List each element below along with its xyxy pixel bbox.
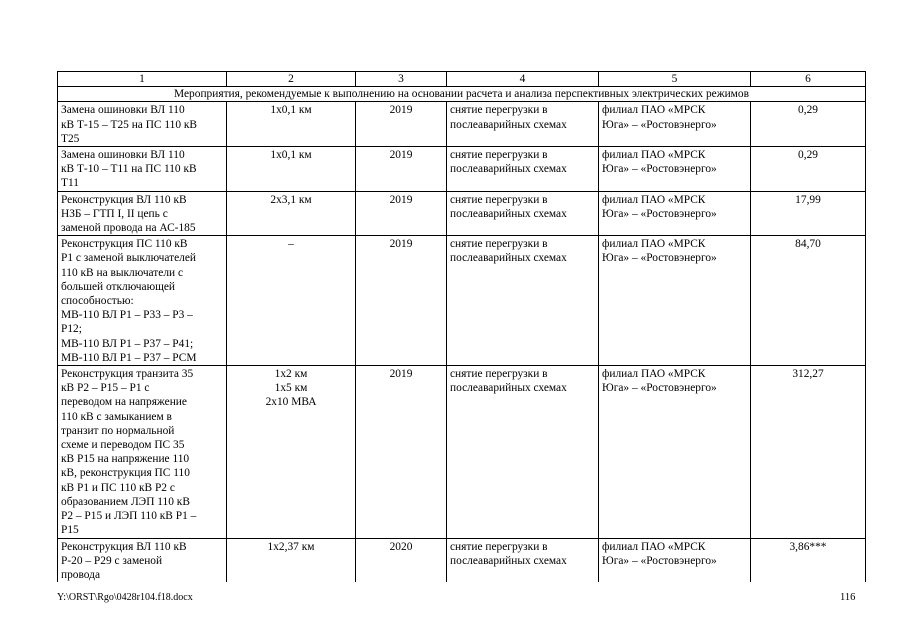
measure-cell-line: провода bbox=[61, 568, 101, 581]
measure-cell-line: большей отключающей bbox=[61, 280, 176, 293]
purpose-cell bbox=[447, 538, 599, 582]
length-cell-line: 1х2,37 км bbox=[267, 540, 315, 553]
purpose-cell-line: снятие перегрузки в bbox=[450, 193, 548, 206]
table-row bbox=[58, 147, 866, 192]
column-number: 5 bbox=[599, 72, 751, 87]
length-cell-line: 2х10 МВА bbox=[265, 396, 317, 409]
cost-cell: 312,27 bbox=[751, 366, 866, 538]
purpose-cell-line: снятие перегрузки в bbox=[450, 368, 548, 381]
responsible-cell-line: филиал ПАО «МРСК bbox=[602, 540, 706, 553]
table-row bbox=[58, 538, 866, 582]
responsible-cell bbox=[599, 102, 751, 147]
column-number: 1 bbox=[58, 72, 227, 87]
year-cell: 2019 bbox=[356, 147, 447, 192]
year-cell: 2019 bbox=[356, 102, 447, 147]
responsible-cell bbox=[599, 191, 751, 236]
length-cell bbox=[227, 236, 356, 366]
measure-cell-line: способностью: bbox=[61, 295, 134, 308]
purpose-cell-line: послеаварийных схемах bbox=[450, 382, 567, 395]
section-title-row bbox=[58, 87, 866, 102]
column-number: 2 bbox=[227, 72, 356, 87]
purpose-cell-line: послеаварийных схемах bbox=[450, 118, 567, 131]
length-cell-line: – bbox=[288, 238, 294, 251]
purpose-cell-line: снятие перегрузки в bbox=[450, 104, 548, 117]
responsible-cell-line: Юга» – «Ростовэнерго» bbox=[602, 554, 717, 567]
length-cell bbox=[227, 366, 356, 538]
measure-cell-line: Реконструкция ВЛ 110 кВ bbox=[61, 540, 187, 553]
measure-cell-line: Р-20 – Р29 с заменой bbox=[61, 554, 163, 567]
length-cell bbox=[227, 147, 356, 192]
table-row bbox=[58, 191, 866, 236]
length-cell-line: 1х5 км bbox=[274, 382, 308, 395]
column-number-row bbox=[58, 72, 866, 87]
measure-cell-line: НЗБ – ГТП I, II цепь с bbox=[61, 207, 168, 220]
responsible-cell-line: филиал ПАО «МРСК bbox=[602, 238, 706, 251]
measure-cell bbox=[58, 147, 227, 192]
responsible-cell-line: Юга» – «Ростовэнерго» bbox=[602, 252, 717, 265]
responsible-cell-line: филиал ПАО «МРСК bbox=[602, 149, 706, 162]
length-cell bbox=[227, 191, 356, 236]
measure-cell-line: МВ-110 ВЛ Р1 – Р37 – Р41; bbox=[61, 337, 194, 350]
column-number: 3 bbox=[356, 72, 447, 87]
measure-cell-line: кВ Р15 на напряжение 110 bbox=[61, 453, 190, 466]
measure-cell-line: Т11 bbox=[61, 177, 79, 190]
table-row bbox=[58, 366, 866, 538]
measure-cell-line: кВ Т-15 – Т25 на ПС 110 кВ bbox=[61, 118, 198, 131]
length-cell bbox=[227, 538, 356, 582]
measure-cell-line: переводом на напряжение bbox=[61, 396, 187, 409]
year-cell: 2019 bbox=[356, 191, 447, 236]
purpose-cell bbox=[447, 191, 599, 236]
purpose-cell bbox=[447, 236, 599, 366]
measures-table bbox=[57, 71, 866, 582]
table-row bbox=[58, 102, 866, 147]
footer-file-path: Y:\ORST\Rgo\0428r104.f18.docx bbox=[57, 592, 193, 603]
measure-cell-line: Реконструкция ПС 110 кВ bbox=[61, 238, 188, 251]
measure-cell bbox=[58, 236, 227, 366]
measure-cell-line: кВ Т-10 – Т11 на ПС 110 кВ bbox=[61, 163, 197, 176]
measure-cell-line: Реконструкция ВЛ 110 кВ bbox=[61, 193, 187, 206]
length-cell-line: 1х2 км bbox=[274, 368, 308, 381]
responsible-cell-line: филиал ПАО «МРСК bbox=[602, 104, 706, 117]
length-cell-line: 2х3,1 км bbox=[270, 193, 312, 206]
responsible-cell bbox=[599, 147, 751, 192]
measure-cell-line: образованием ЛЭП 110 кВ bbox=[61, 495, 190, 508]
responsible-cell-line: филиал ПАО «МРСК bbox=[602, 193, 706, 206]
purpose-cell-line: снятие перегрузки в bbox=[450, 540, 548, 553]
measure-cell bbox=[58, 102, 227, 147]
section-title: Мероприятия, рекомендуемые к выполнению на основании расчета и анализа перспективных электрических режимов bbox=[58, 87, 866, 102]
measure-cell-line: транзит по нормальной bbox=[61, 424, 175, 437]
column-number: 6 bbox=[751, 72, 866, 87]
year-cell: 2019 bbox=[356, 366, 447, 538]
responsible-cell-line: Юга» – «Ростовэнерго» bbox=[602, 163, 717, 176]
responsible-cell-line: Юга» – «Ростовэнерго» bbox=[602, 207, 717, 220]
measure-cell-line: Р1 с заменой выключателей bbox=[61, 252, 197, 265]
measure-cell-line: Р12; bbox=[61, 323, 82, 336]
measure-cell-line: Реконструкция транзита 35 bbox=[61, 368, 194, 381]
purpose-cell bbox=[447, 147, 599, 192]
responsible-cell-line: Юга» – «Ростовэнерго» bbox=[602, 382, 717, 395]
responsible-cell bbox=[599, 236, 751, 366]
measure-cell bbox=[58, 191, 227, 236]
measure-cell-line: Р15 bbox=[61, 524, 79, 537]
measure-cell-line: кВ Р1 и ПС 110 кВ Р2 с bbox=[61, 481, 175, 494]
year-cell: 2020 bbox=[356, 538, 447, 582]
purpose-cell bbox=[447, 102, 599, 147]
responsible-cell-line: филиал ПАО «МРСК bbox=[602, 368, 706, 381]
measure-cell-line: Т25 bbox=[61, 132, 80, 145]
length-cell-line: 1х0,1 км bbox=[270, 104, 312, 117]
cost-cell: 3,86*** bbox=[751, 538, 866, 582]
purpose-cell-line: послеаварийных схемах bbox=[450, 252, 567, 265]
purpose-cell-line: снятие перегрузки в bbox=[450, 238, 548, 251]
measure-cell-line: заменой провода на АС-185 bbox=[61, 222, 196, 235]
purpose-cell-line: послеаварийных схемах bbox=[450, 554, 567, 567]
measure-cell-line: Замена ошиновки ВЛ 110 bbox=[61, 149, 185, 162]
purpose-cell-line: снятие перегрузки в bbox=[450, 149, 548, 162]
measure-cell-line: Замена ошиновки ВЛ 110 bbox=[61, 104, 185, 117]
column-number: 4 bbox=[447, 72, 599, 87]
measure-cell bbox=[58, 366, 227, 538]
measure-cell bbox=[58, 538, 227, 582]
cost-cell: 84,70 bbox=[751, 236, 866, 366]
cost-cell: 17,99 bbox=[751, 191, 866, 236]
table-row bbox=[58, 236, 866, 366]
cost-cell: 0,29 bbox=[751, 147, 866, 192]
cost-cell: 0,29 bbox=[751, 102, 866, 147]
measure-cell-line: кВ Р2 – Р15 – Р1 с bbox=[61, 382, 150, 395]
purpose-cell-line: послеаварийных схемах bbox=[450, 163, 567, 176]
responsible-cell-line: Юга» – «Ростовэнерго» bbox=[602, 118, 717, 131]
measure-cell-line: МВ-110 ВЛ Р1 – Р33 – Р3 – bbox=[61, 309, 193, 322]
purpose-cell-line: послеаварийных схемах bbox=[450, 207, 567, 220]
measure-cell-line: 110 кВ с замыканием в bbox=[61, 410, 172, 423]
measure-cell-line: кВ, реконструкция ПС 110 bbox=[61, 467, 190, 480]
footer-page-number: 116 bbox=[840, 592, 856, 603]
responsible-cell bbox=[599, 366, 751, 538]
measure-cell-line: схеме и переводом ПС 35 bbox=[61, 439, 185, 452]
length-cell bbox=[227, 102, 356, 147]
measure-cell-line: МВ-110 ВЛ Р1 – Р37 – РСМ bbox=[61, 351, 197, 364]
measure-cell-line: Р2 – Р15 и ЛЭП 110 кВ Р1 – bbox=[61, 510, 197, 523]
responsible-cell bbox=[599, 538, 751, 582]
year-cell: 2019 bbox=[356, 236, 447, 366]
purpose-cell bbox=[447, 366, 599, 538]
length-cell-line: 1х0,1 км bbox=[270, 149, 312, 162]
measure-cell-line: 110 кВ на выключатели с bbox=[61, 266, 184, 279]
